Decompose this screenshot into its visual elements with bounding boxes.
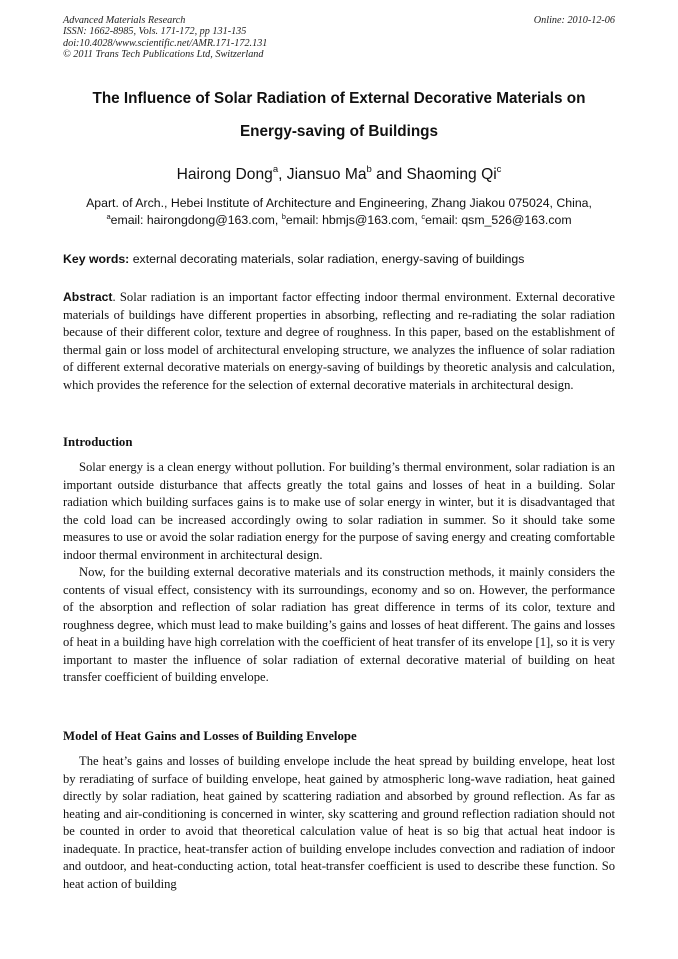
author-name: Shaoming Qi — [406, 166, 497, 183]
email-text: email: qsm_526@163.com — [425, 213, 572, 227]
abstract-text: . Solar radiation is an important factor effecting indoor thermal environment. External decorative materials of buildings have different properties in absorbing, reflecting and re-radiating the solar radiation because of their different color, texture and degree of roughness. In this paper, based on the establishment of thermal gain or loss model of architectural enveloping structure, we analyzes the influence of solar radiation of different external decorative materials on energy-saving of buildings by theoretic analysis and calculation, which provides the reference for the selection of external decorative materials in architectural design. — [63, 290, 615, 392]
author-superscript: c — [496, 164, 502, 175]
email-superscript: a — [106, 212, 111, 221]
paper-title-line-2: Energy-saving of Buildings — [239, 123, 439, 140]
journal-name: Advanced Materials Research — [63, 15, 186, 26]
paragraph: Now, for the building external decorative materials and its construction methods, it mainly considers the contents of visual effect, consistency with its surroundings, economy and so on. However, the performance of the absorption and reflection of solar radiation has great difference in terms of its color, texture and roughness degree, which must lead to make building’s gains and losses of heat different. The gains and losses of heat in a building have high correlation with the coefficient of heat transfer of its envelope [1], so it is very important to master the influence of solar radiation of external decorative material of building on heat transfer coefficient of building envelope. — [63, 565, 615, 684]
section-heading-model: Model of Heat Gains and Losses of Building Envelope — [63, 729, 357, 743]
paper-title-line-1: The Influence of Solar Radiation of External Decorative Materials on — [92, 90, 586, 107]
keywords-label: Key words: — [63, 252, 130, 266]
author-separator: and — [371, 166, 407, 183]
author-emails — [40, 213, 638, 227]
journal-header — [63, 15, 267, 61]
email-superscript: b — [281, 212, 286, 221]
paragraph: Solar energy is a clean energy without pollution. For building’s thermal environment, solar radiation is an important outside disturbance that affects greatly the total gains and losses of heat in a building. Solar radiation which building surfaces gains is to make use of solar energy in winter, but it is disadvantaged that the cold load can be increased accordingly owing to solar radiation in summer. So it should take some measures to use or avoid the solar radiation energy for the purpose of saving energy and creating comfortable indoor thermal environment in architectural design. — [63, 460, 615, 562]
email-superscript: c — [421, 212, 426, 221]
author-superscript: a — [272, 164, 279, 175]
author-name: Hairong Dong — [176, 166, 273, 183]
email-text: email: hairongdong@163.com, — [110, 213, 282, 227]
keywords-text: external decorating materials, solar radiation, energy-saving of buildings — [129, 252, 525, 266]
journal-doi: doi:10.4028/www.scientific.net/AMR.171-172.131 — [63, 37, 268, 49]
abstract — [63, 289, 615, 394]
journal-copyright: © 2011 Trans Tech Publications Ltd, Switzerland — [63, 49, 264, 61]
affiliation: Apart. of Arch., Hebei Institute of Architecture and Engineering, Zhang Jiakou 075024, China, — [86, 196, 592, 210]
keywords — [63, 252, 615, 266]
paragraph: The heat’s gains and losses of building envelope include the heat spread by building envelope, heat lost by reradiating of surface of building envelope, heat gained by atmospheric long-wave radiation, heat gained directly by solar radiation, heat gained by scattering radiation and absorbed by ground reflection. As far as heating and air-conditioning is concerned in winter, sky scattering and ground reflection radiation should not be counted in order to avoid that theoretical calculation value of heat is so big that actual heat indoor is inadequate. In practice, heat-transfer action of building envelope includes convection and radiation of indoor and outdoor, and heat-conducting action, total heat-transfer coefficient is used to describe these function. So heat action of building — [63, 754, 615, 891]
author-list — [40, 166, 638, 184]
online-date: Online: 2010-12-06 — [533, 15, 615, 26]
author-superscript: b — [366, 164, 372, 175]
email-text: email: hbmjs@163.com, — [285, 213, 422, 227]
author-separator: , — [278, 166, 287, 183]
abstract-label: Abstract — [63, 290, 113, 304]
author-name: Jiansuo Ma — [286, 166, 367, 183]
section-heading-introduction: Introduction — [63, 435, 133, 449]
journal-issn: ISSN: 1662-8985, Vols. 171-172, pp 131-135 — [63, 26, 247, 38]
